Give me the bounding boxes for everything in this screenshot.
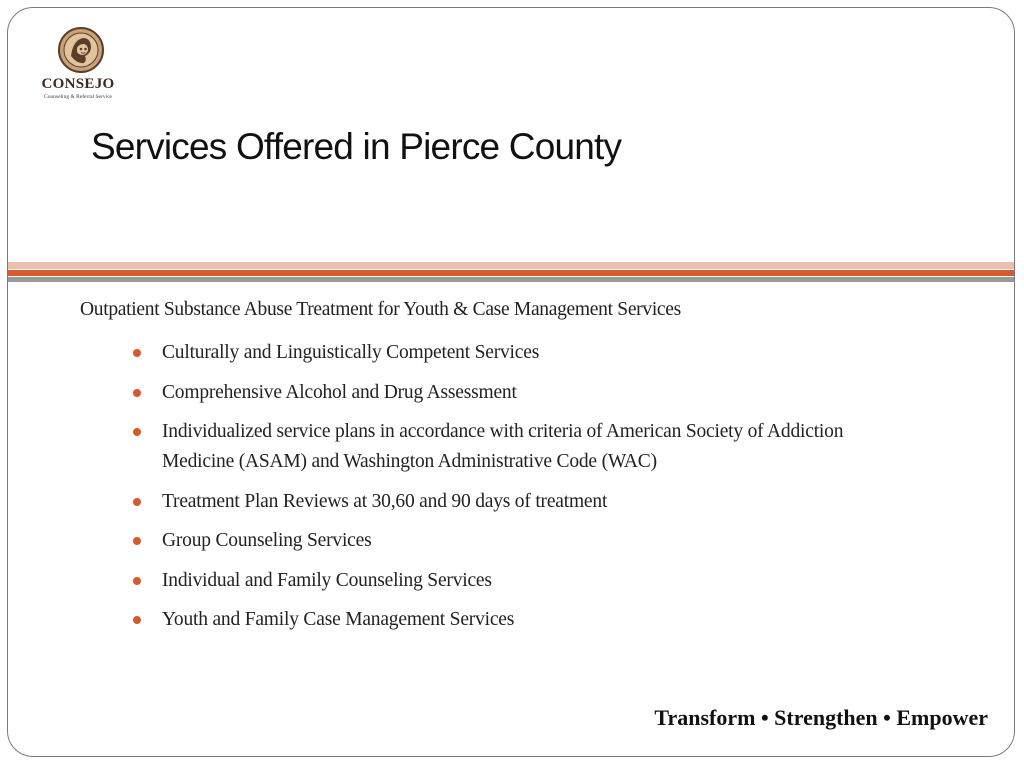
divider-gray [8,277,1015,282]
services-list [133,338,913,645]
bullet-dot-icon [133,428,141,436]
bullet-dot-icon [133,349,141,357]
list-item [133,338,913,368]
bullet-dot-icon [133,577,141,585]
consejo-logo [33,26,123,106]
list-item-text: Culturally and Linguistically Competent Services [162,342,540,363]
slide-title: Services Offered in Pierce County [91,126,622,167]
divider-accent [8,270,1015,276]
list-item [133,605,913,635]
list-item-text: Group Counseling Services [162,530,372,551]
list-item-text: Youth and Family Case Management Services [162,609,515,630]
logo-name: CONSEJO [41,76,115,92]
bullet-dot-icon [133,389,141,397]
list-item [133,526,913,556]
medallion-icon [57,26,105,74]
list-item [133,417,913,477]
slide-frame [7,7,1015,757]
list-item [133,566,913,596]
logo-tagline: Counseling & Referral Service [44,94,112,100]
divider-light [8,262,1015,269]
list-item [133,487,913,517]
list-item-text: Individualized service plans in accordance with criteria of American Society of Addiction Medicine (ASAM) and Washington Administrative Code (WAC) [162,421,844,472]
intro-heading: Outpatient Substance Abuse Treatment for Youth & Case Management Services [80,299,681,320]
bullet-dot-icon [133,537,141,545]
list-item-text: Treatment Plan Reviews at 30,60 and 90 days of treatment [162,490,608,512]
list-item-text: Individual and Family Counseling Services [162,569,492,591]
motto: Transform • Strengthen • Empower [654,705,988,730]
bullet-dot-icon [133,616,141,624]
list-item [133,378,913,408]
list-item-text: Comprehensive Alcohol and Drug Assessment [162,381,517,403]
bullet-dot-icon [133,498,141,506]
